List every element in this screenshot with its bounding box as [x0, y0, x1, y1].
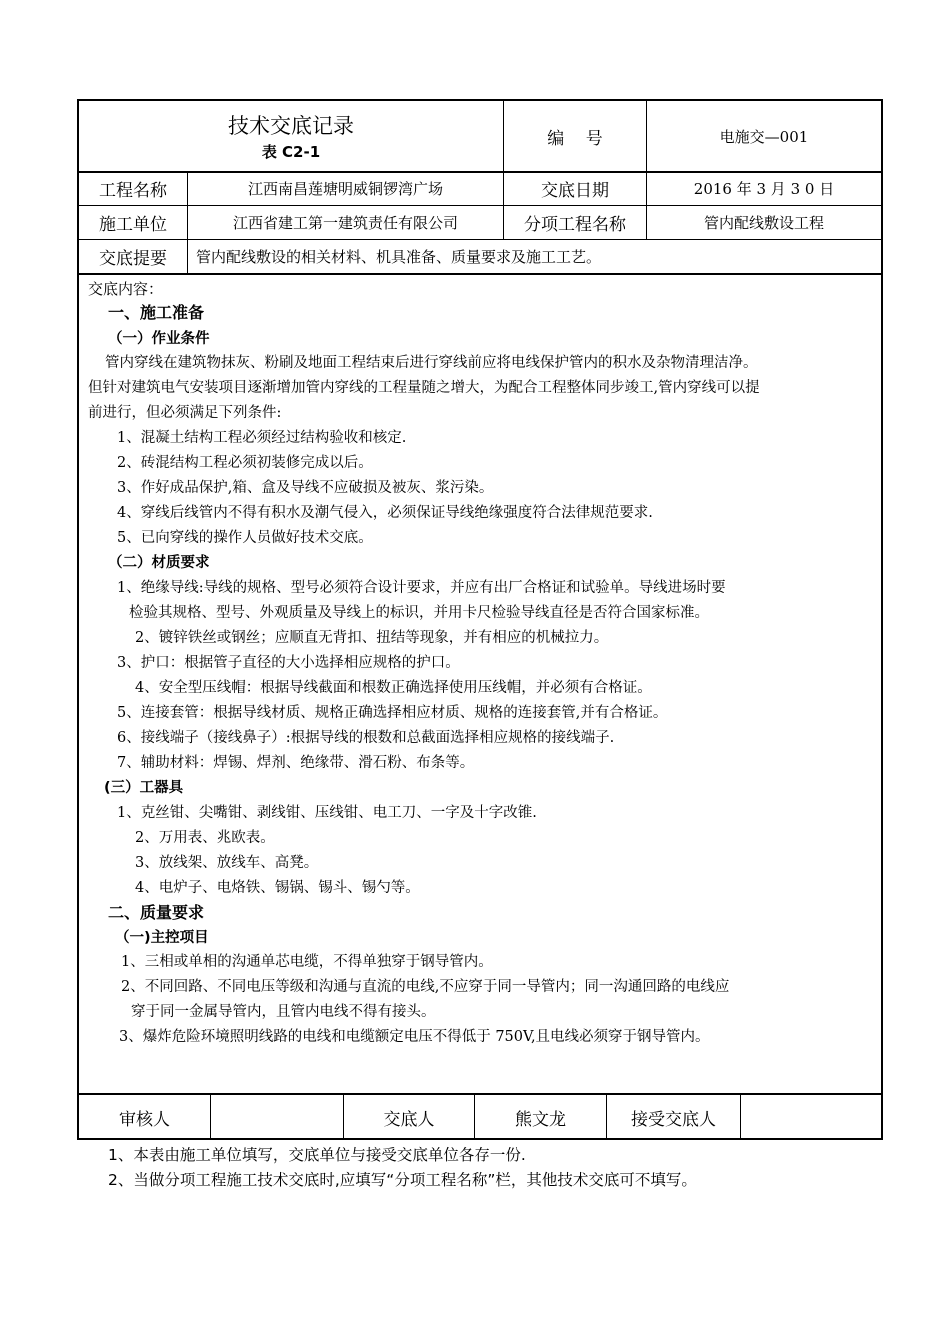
reviewer-field[interactable] [211, 1095, 343, 1139]
project-name-value: 江西南昌莲塘明威铜锣湾广场 [247, 180, 443, 198]
list-item-continuation: 检验其规格、型号、外观质量及导线上的标识，并用卡尺检验导线直径是否符合国家标准。 [129, 605, 709, 621]
list-item: 2、砖混结构工程必须初装修完成以后。 [117, 455, 373, 471]
list-item-continuation: 穿于同一金属导管内，且管内电线不得有接头。 [131, 1004, 436, 1020]
list-item: 2、镀锌铁丝或钢丝；应顺直无背扣、扭结等现象，并有相应的机械拉力。 [135, 630, 609, 646]
contractor-value: 江西省建工第一建筑责任有限公司 [232, 214, 458, 232]
subsection-heading: （一)主控项目 [115, 930, 209, 946]
list-item: 1、克丝钳、尖嘴钳、剥线钳、压线钳、电工刀、一字及十字改锥. [117, 805, 537, 821]
section-heading: 二、质量要求 [108, 903, 205, 922]
reviewer-label: 审核人 [119, 1109, 170, 1130]
list-item: 4、安全型压线帽：根据导线截面和根数正确选择使用压线帽，并必须有合格证。 [135, 680, 652, 696]
list-item: 7、辅助材料：焊锡、焊剂、绝缘带、滑石粉、布条等。 [117, 755, 475, 771]
subsection-heading: (三）工器具 [104, 780, 184, 796]
paragraph-line: 但针对建筑电气安装项目逐渐增加管内穿线的工程量随之增大，为配合工程整体同步竣工,管内穿线可以提 [88, 380, 760, 396]
discloser-label: 交底人 [383, 1109, 435, 1130]
receiver-label: 接受交底人 [631, 1109, 716, 1130]
section-heading: 一、施工准备 [108, 303, 205, 322]
list-item: 2、不同回路、不同电压等级和沟通与直流的电线,不应穿于同一导管内；同一沟通回路的电线应 [121, 979, 730, 995]
divider-row3 [77, 273, 883, 275]
list-item: 1、混凝土结构工程必须经过结构验收和核定. [117, 430, 407, 446]
list-item: 6、接线端子（接线鼻子）:根据导线的根数和总截面选择相应规格的接线端子. [117, 730, 615, 746]
footnote: 1、本表由施工单位填写，交底单位与接受交底单位各存一份. [108, 1146, 526, 1164]
project-name-label: 工程名称 [99, 181, 167, 201]
content-intro: 交底内容： [88, 280, 164, 298]
list-item: 4、穿线后线管内不得有积水及潮气侵入，必须保证导线绝缘强度符合法律规范要求. [117, 505, 653, 521]
serial-label: 编 号 [547, 128, 603, 149]
footnote: 2、当做分项工程施工技术交底时,应填写“分项工程名称”栏，其他技术交底可不填写。 [108, 1171, 697, 1189]
date-label: 交底日期 [541, 181, 609, 201]
list-item: 3、爆炸危险环境照明线路的电线和电缆额定电压不得低于 750V,且电线必须穿于钢导管内。 [119, 1029, 710, 1045]
list-item: 3、作好成品保护,箱、盒及导线不应破损及被灰、浆污染。 [117, 480, 494, 496]
date-value: 2016 年 3 月 3 0 日 [693, 180, 835, 198]
summary-label: 交底提要 [99, 249, 167, 269]
list-item: 5、连接套管：根据导线材质、规格正确选择相应材质、规格的连接套管,并有合格证。 [117, 705, 668, 721]
list-item: 2、万用表、兆欧表。 [135, 830, 275, 846]
receiver-field[interactable] [741, 1095, 881, 1139]
list-item: 5、已向穿线的操作人员做好技术交底。 [117, 530, 373, 546]
contractor-label: 施工单位 [99, 215, 167, 235]
paragraph-line: 前进行，但必须满足下列条件: [88, 405, 282, 421]
subsection-heading: （一）作业条件 [108, 331, 210, 347]
list-item: 1、三相或单相的沟通单芯电缆，不得单独穿于钢导管内。 [121, 954, 493, 970]
list-item: 3、放线架、放线车、高凳。 [135, 855, 319, 871]
form-number: 表 C2-1 [261, 142, 321, 161]
list-item: 3、护口：根据管子直径的大小选择相应规格的护口。 [117, 655, 460, 671]
discloser-field[interactable]: 熊文龙 [515, 1109, 566, 1130]
form-title: 技术交底记录 [228, 114, 354, 138]
paragraph-line: 管内穿线在建筑物抹灰、粉刷及地面工程结束后进行穿线前应将电线保护管内的积水及杂物清理洁净。 [105, 355, 758, 371]
list-item: 1、绝缘导线:导线的规格、型号必须符合设计要求，并应有出厂合格证和试验单。导线进场时要 [117, 580, 726, 596]
subsection-heading: （二）材质要求 [108, 555, 210, 571]
summary-value: 管内配线敷设的相关材料、机具准备、质量要求及施工工艺。 [196, 248, 602, 266]
serial-value: 电施交—001 [719, 127, 809, 146]
subproject-label: 分项工程名称 [524, 215, 626, 235]
subproject-value: 管内配线敷设工程 [703, 214, 824, 232]
list-item: 4、电炉子、电烙铁、锡锅、锡斗、锡勺等。 [135, 880, 420, 896]
